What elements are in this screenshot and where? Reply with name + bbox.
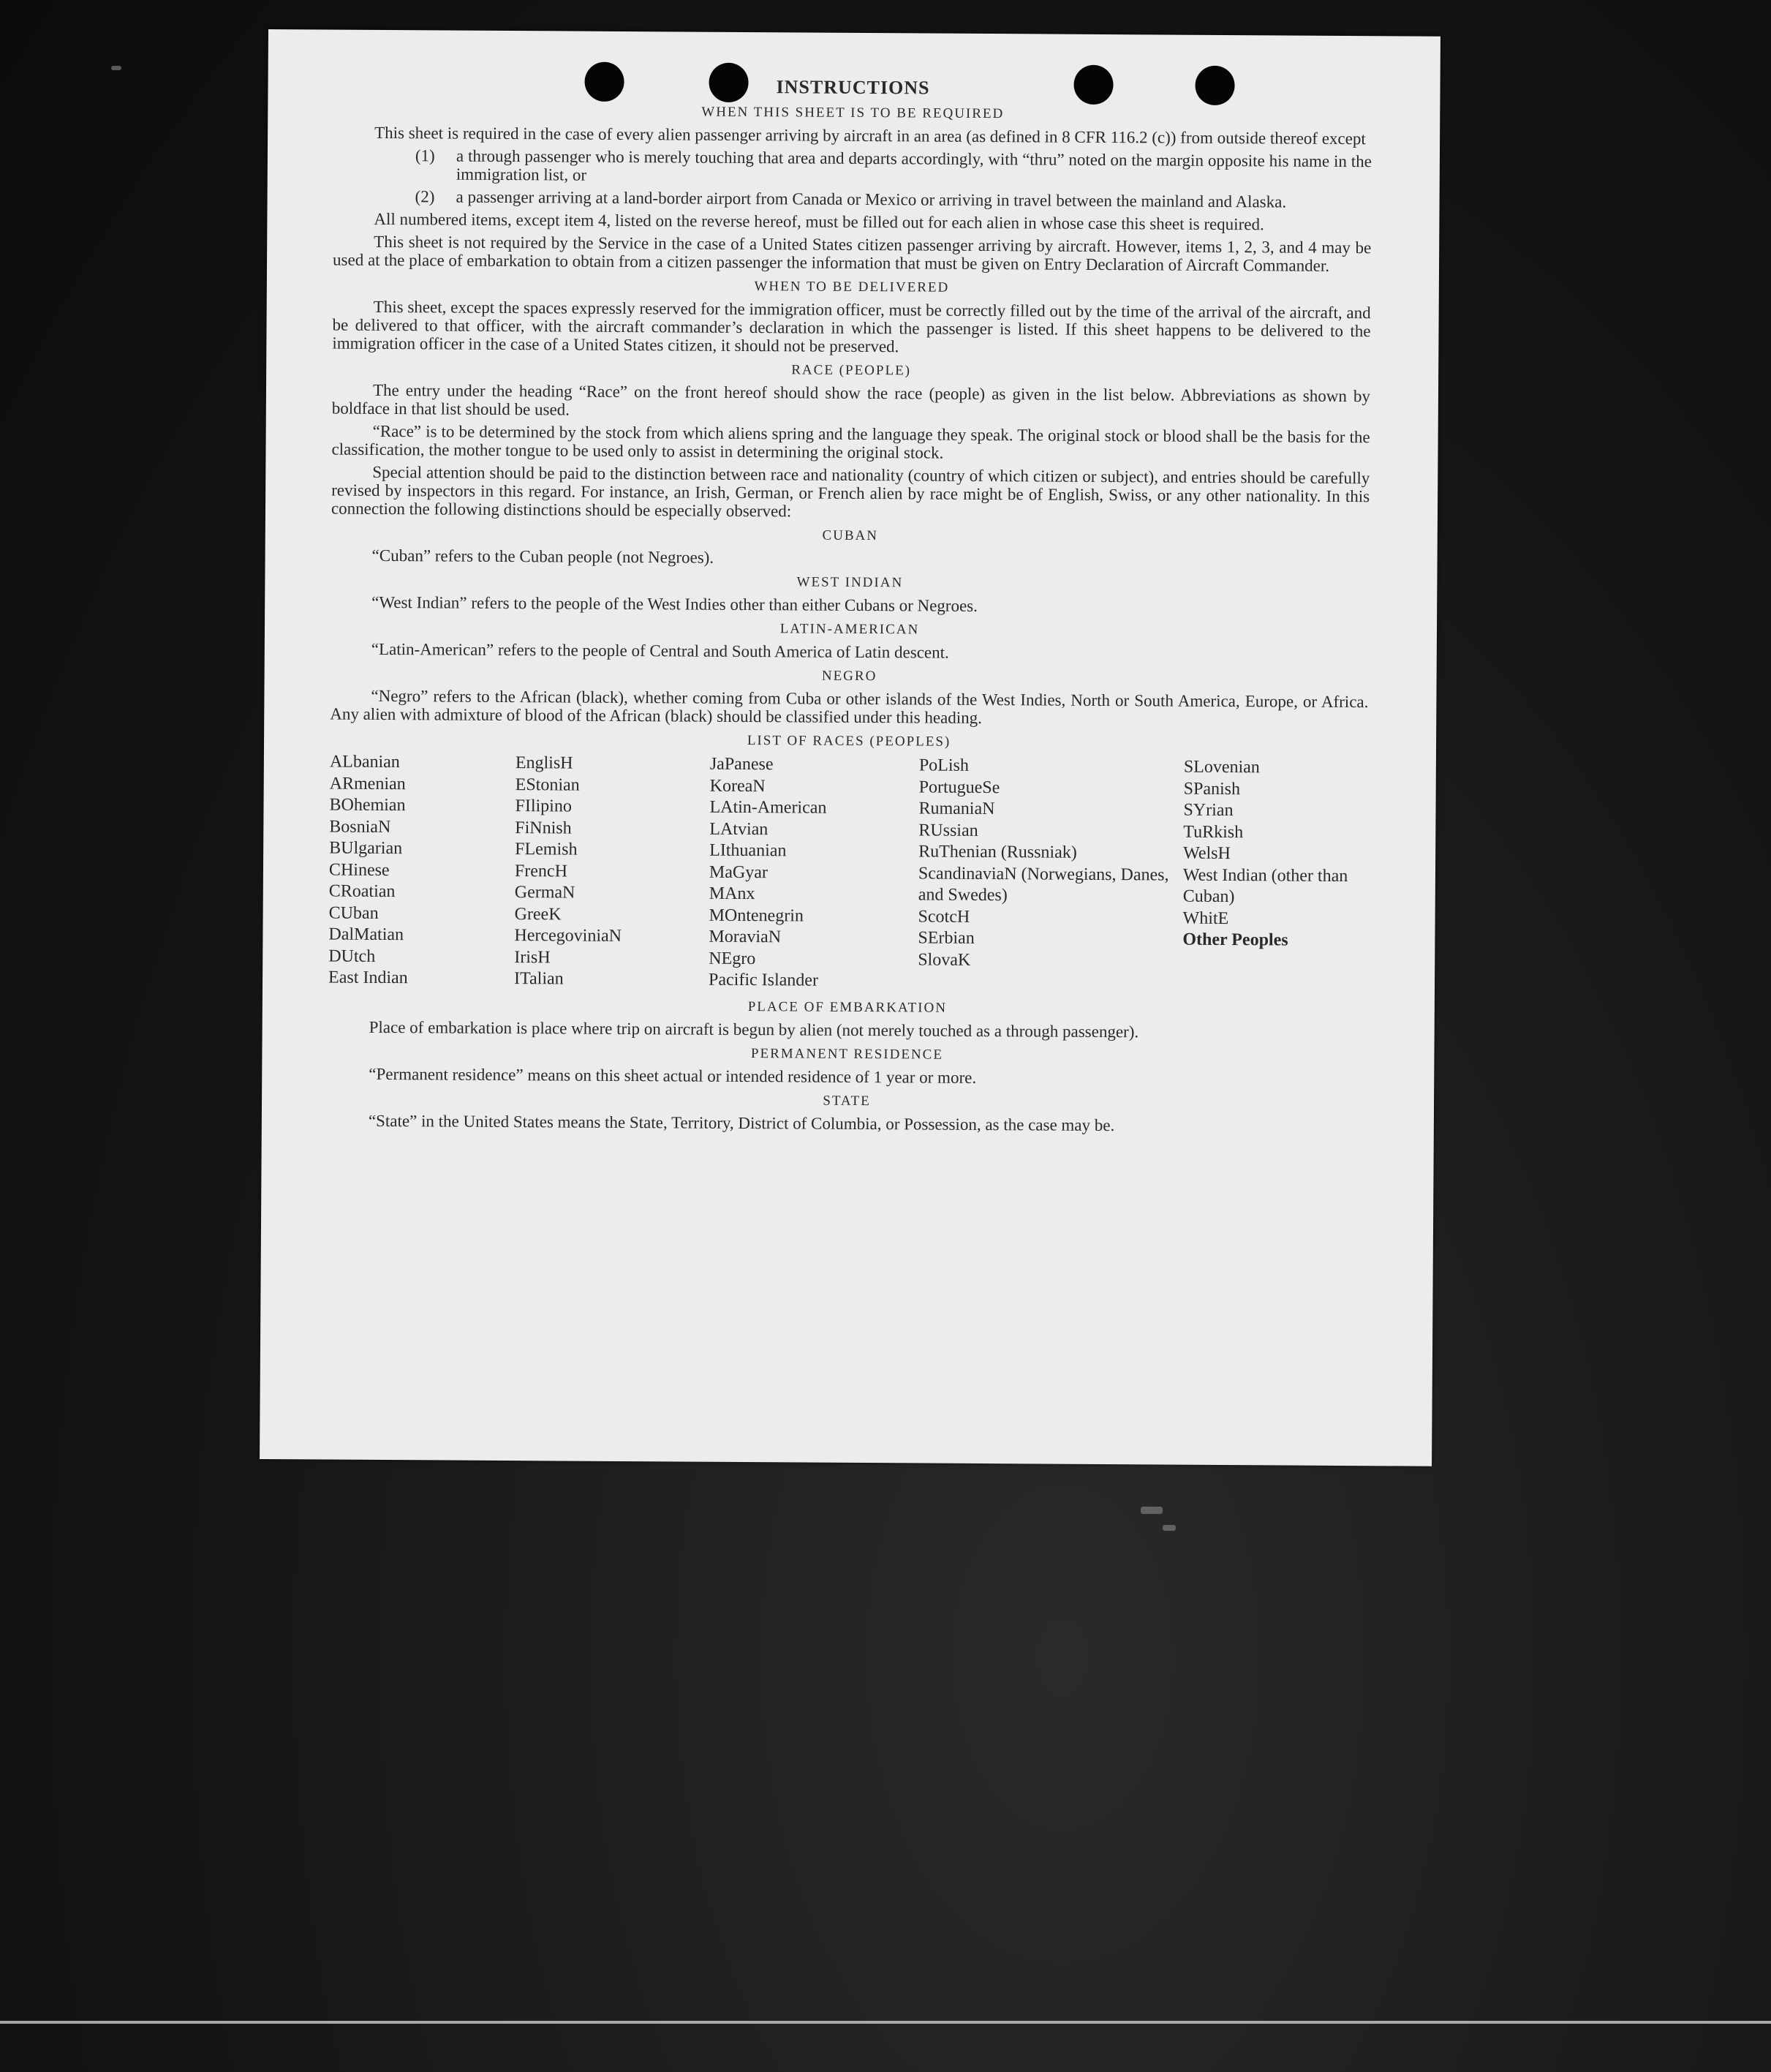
section-paragraph: Place of embarkation is place where trip on aircraft is begun by alien (not merely touched as a through passenger). xyxy=(369,1017,1139,1041)
section-heading: NEGRO xyxy=(821,668,877,685)
race-entry: LIthuanian xyxy=(709,840,787,861)
race-entry: ScotcH xyxy=(918,906,970,927)
race-column xyxy=(514,753,710,991)
race-entry: WhitE xyxy=(1182,908,1229,928)
race-entry: IrisH xyxy=(514,947,551,967)
race-column xyxy=(328,752,516,990)
document-title: INSTRUCTIONS xyxy=(776,76,930,99)
race-entry: ALbanian xyxy=(329,752,400,772)
scan-speck xyxy=(1163,1525,1176,1531)
race-entry: DalMatian xyxy=(328,924,404,945)
race-entry: CHinese xyxy=(328,860,390,880)
section-paragraph: “State” in the United States means the State, Territory, District of Columbia, or Possession, as the case may be. xyxy=(368,1111,1115,1134)
section-heading: WHEN THIS SHEET IS TO BE REQUIRED xyxy=(701,104,1005,122)
race-column xyxy=(1182,757,1374,995)
race-entry: BosniaN xyxy=(329,817,391,837)
document-body xyxy=(328,75,1372,1140)
race-entry: DUtch xyxy=(328,946,376,966)
race-list-heading: LIST OF RACES (PEOPLES) xyxy=(747,733,951,750)
section-paragraph: “Latin-American” refers to the people of Central and South America of Latin descent. xyxy=(371,639,949,662)
race-entry: SErbian xyxy=(918,928,975,948)
race-entry: CUban xyxy=(328,903,379,923)
scan-line xyxy=(0,2021,1771,2024)
race-entry: BUlgarian xyxy=(329,838,403,859)
race-entry: MAnx xyxy=(709,884,755,904)
section-paragraph: All numbered items, except item 4, listed on the reverse hereof, must be filled out for each alien in whose case this sheet is required. xyxy=(374,209,1264,234)
race-entry: RumaniaN xyxy=(918,799,995,819)
race-entry: CRoatian xyxy=(328,881,396,902)
race-entry: SYrian xyxy=(1183,800,1234,821)
race-entry: NEgro xyxy=(709,949,756,968)
race-entry: EStonian xyxy=(515,775,580,795)
race-entry: Other Peoples xyxy=(1182,930,1288,950)
numbered-item xyxy=(333,146,1372,189)
race-entry: ScandinaviaN (Norwegians, Danes, and Swedes) xyxy=(918,863,1169,905)
race-entry: MoraviaN xyxy=(709,927,782,947)
race-entry: FrencH xyxy=(514,861,568,881)
race-entry: TuRkish xyxy=(1183,822,1244,842)
section-paragraph: This sheet, except the spaces expressly reserved for the immigration officer, must be correctly filled out by the time of the arrival of the aircraft, and be delivered to that officer, with the aircraft commander’s declaration in which the passenger is listed. If this sheet happens to be delivered to the immigration officer in the case of a United States citizen, it should not be preserved. xyxy=(332,297,1371,356)
item-number: (1) xyxy=(415,146,435,165)
race-entry: KoreaN xyxy=(709,776,766,796)
race-entry: PoLish xyxy=(918,756,969,775)
race-entry: MaGyar xyxy=(709,862,769,882)
section-heading: LATIN-AMERICAN xyxy=(779,621,920,638)
race-entry: JaPanese xyxy=(709,754,774,775)
section-paragraph: This sheet is required in the case of every alien passenger arriving by aircraft in an area (as defined in 8 CFR 116.2 (c)) from outside thereof except xyxy=(374,123,1366,148)
section-heading: WEST INDIAN xyxy=(796,574,904,591)
race-entry: SPanish xyxy=(1183,779,1241,799)
numbered-item xyxy=(333,187,1372,212)
section-paragraph: “West Indian” refers to the people of the West Indies other than either Cubans or Negroes. xyxy=(371,592,978,615)
race-entry: ITalian xyxy=(513,969,564,989)
section-heading: PLACE OF EMBARKATION xyxy=(747,998,948,1016)
race-entry: EnglisH xyxy=(515,753,573,773)
race-column xyxy=(709,754,919,992)
race-entry: GermaN xyxy=(514,883,575,903)
section-paragraph: This sheet is not required by the Service in the case of a United States citizen passenger arriving by aircraft. However, items 1, 2, 3, and 4 may be used at the place of embarkation to obtain from a citizen passenger the information that must be given on Entry Declaration of Aircraft Commander. xyxy=(333,232,1372,275)
document-page xyxy=(260,29,1440,1466)
item-text: a through passenger who is merely touching that area and departs accordingly, with “thru” noted on the margin opposite his name in the immigration list, or xyxy=(456,146,1372,184)
section-paragraph: “Race” is to be determined by the stock from which aliens spring and the language they speak. The original stock or blood shall be the basis for the classification, the mother tongue to be used only to assist in determining the original stock. xyxy=(331,421,1370,462)
section-paragraph: Special attention should be paid to the distinction between race and nationality (country of which citizen or subject), and entries should be carefully revised by inspectors in this regard. For instance, an Irish, German, or French alien by race might be of English, Swiss, or any other nationality. In this connection the following distinctions should be especially observed: xyxy=(331,462,1370,521)
race-entry: HercegoviniaN xyxy=(514,926,622,946)
scan-speck xyxy=(1141,1507,1163,1514)
section-heading: STATE xyxy=(823,1093,871,1109)
race-entry: FiNnish xyxy=(515,818,572,838)
race-list xyxy=(328,752,1368,995)
section-paragraph: “Permanent residence” means on this sheet actual or intended residence of 1 year or more. xyxy=(369,1064,977,1087)
race-entry: GreeK xyxy=(514,904,562,924)
race-entry: SlovaK xyxy=(918,949,971,970)
race-entry: RuThenian (Russniak) xyxy=(918,842,1077,862)
item-text: a passenger arriving at a land-border airport from Canada or Mexico or arriving in travel between the mainland and Alaska. xyxy=(456,187,1287,211)
race-entry: LAtvian xyxy=(709,819,769,839)
race-column xyxy=(918,755,1184,994)
section-heading: PERMANENT RESIDENCE xyxy=(750,1045,944,1063)
race-entry: ARmenian xyxy=(329,774,406,794)
race-entry: RUssian xyxy=(918,820,978,840)
section-paragraph: The entry under the heading “Race” on the front hereof should show the race (people) as given in the list below. Abbreviations as shown by boldface in that list should be used. xyxy=(331,380,1371,419)
section-heading: RACE (PEOPLE) xyxy=(791,362,912,379)
race-entry: SLovenian xyxy=(1183,757,1260,777)
section-heading: CUBAN xyxy=(822,527,879,544)
scan-speck xyxy=(111,66,121,70)
race-entry: PortugueSe xyxy=(918,777,1000,797)
race-entry: Pacific Islander xyxy=(708,970,819,990)
race-entry: BOhemian xyxy=(329,795,406,815)
race-entry: WelsH xyxy=(1183,843,1231,864)
race-entry: FLemish xyxy=(515,840,578,859)
race-entry: MOntenegrin xyxy=(709,905,804,925)
section-paragraph: “Negro” refers to the African (black), whether coming from Cuba or other islands of the West Indies, North or South America, Europe, or Africa. Any alien with admixture of blood of the African (black) should be classified under this heading. xyxy=(330,686,1369,727)
section-paragraph: “Cuban” refers to the Cuban people (not Negroes). xyxy=(371,546,714,567)
race-entry: LAtin-American xyxy=(709,797,827,818)
section-heading: WHEN TO BE DELIVERED xyxy=(754,279,950,295)
item-number: (2) xyxy=(415,187,435,206)
race-entry: East Indian xyxy=(328,968,408,988)
race-entry: West Indian (other than Cuban) xyxy=(1182,865,1348,907)
race-entry: FIlipino xyxy=(515,796,572,816)
